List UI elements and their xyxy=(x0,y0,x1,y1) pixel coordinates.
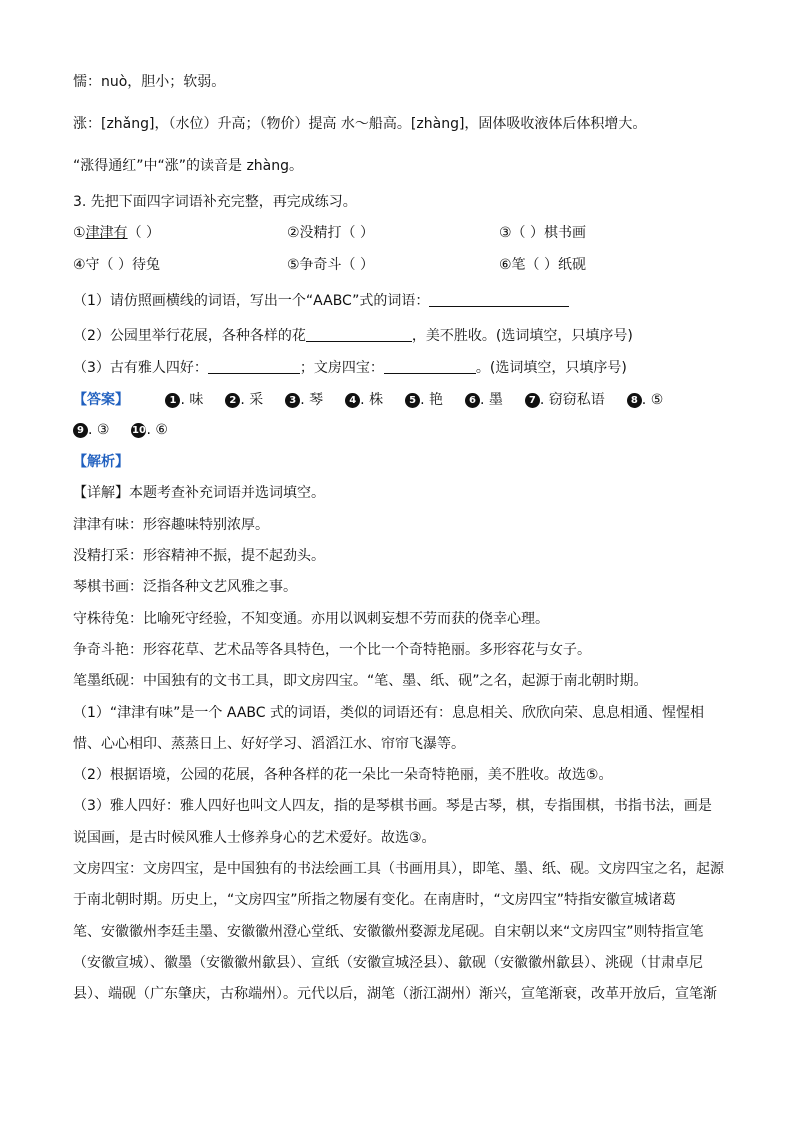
analysis-part-4-b: 于南北朝时期。历史上，“文房四宝”所指之物屡有变化。在南唐时，“文房四宝”特指安徽宣城诸葛 xyxy=(73,892,677,908)
fill-item-4[interactable]: ④守（ ）待兔 xyxy=(73,257,161,273)
answer-item xyxy=(165,390,203,410)
fill-item-1-underlined: 津津有 xyxy=(85,225,128,241)
answer-blank-2[interactable] xyxy=(306,327,412,342)
answer-number-badge: 4 xyxy=(345,393,360,408)
fill-item-3[interactable]: ③（ ）棋书画 xyxy=(499,225,587,241)
answer-blank-4[interactable] xyxy=(384,359,476,374)
analysis-part-3-a: （3）雅人四好：雅人四好也叫文人四友，指的是琴棋书画。琴是古琴，棋，专指围棋，书指书法，画是 xyxy=(73,798,712,814)
answer-number-badge: 7 xyxy=(525,393,540,408)
answer-text: . ⑥ xyxy=(146,422,168,438)
answer-number-badge: 2 xyxy=(225,393,240,408)
analysis-part-4-e: 县）、端砚（广东肇庆，古称端州）。元代以后，湖笔（浙江湖州）渐兴，宣笔渐衰，改革开放后，宣笔渐 xyxy=(73,986,717,1002)
sub-question-3 xyxy=(73,358,627,378)
fill-item-1 xyxy=(73,223,160,243)
answer-text: . 琴 xyxy=(300,392,324,408)
text-line-zhang-reading: “涨得通红”中“涨”的读音是 zhàng。 xyxy=(73,158,304,174)
analysis-part-4-a: 文房四宝：文房四宝，是中国独有的书法绘画工具（书画用具），即笔、墨、纸、砚。文房四宝之名，起源 xyxy=(73,861,724,877)
text-line-zhang: 涨：[zhǎng]，（水位）升高；（物价）提高 水～船高。[zhàng]，固体吸收液体后体积增大。 xyxy=(73,116,647,132)
answer-items-1 xyxy=(165,392,685,408)
answer-item xyxy=(285,390,323,410)
fill-item-2[interactable]: ②没精打（ ） xyxy=(287,225,375,241)
answer-number-badge: 10 xyxy=(131,425,146,436)
fill-item-6[interactable]: ⑥笔（ ）纸砚 xyxy=(499,257,587,273)
word-explanation-3: 琴棋书画：泛指各种文艺风雅之事。 xyxy=(73,579,297,595)
answer-blank-1[interactable] xyxy=(429,292,569,307)
sub-question-3-text-c: 。(选词填空，只填序号) xyxy=(475,360,627,376)
sub-question-2-text-b: ，美不胜收。(选词填空，只填序号) xyxy=(411,328,633,344)
fill-item-5[interactable]: ⑤争奇斗（ ） xyxy=(287,257,375,273)
answer-item xyxy=(525,390,605,410)
sub-question-3-text-b: ；文房四宝： xyxy=(299,360,384,376)
text-line-nuo: 懦：nuò，胆小；软弱。 xyxy=(73,74,226,90)
answer-number-badge: 1 xyxy=(165,393,180,408)
analysis-part-4-d: （安徽宣城）、徽墨（安徽徽州歙县）、宣纸（安徽宣城泾县）、歙砚（安徽徽州歙县）、洮砚（甘肃卓尼 xyxy=(73,955,703,971)
answer-blank-3[interactable] xyxy=(208,359,300,374)
answer-text: . ⑤ xyxy=(641,392,664,408)
answer-item xyxy=(225,390,263,410)
answer-number-badge: 5 xyxy=(405,393,420,408)
answer-items-2 xyxy=(73,422,190,438)
answer-text: . 味 xyxy=(180,392,204,408)
analysis-part-3-b: 说国画，是古时候风雅人士修养身心的艺术爱好。故选③。 xyxy=(73,830,436,846)
analysis-label: 【解析】 xyxy=(73,454,129,470)
sub-question-2 xyxy=(73,326,633,346)
analysis-detail: 【详解】本题考查补充词语并选词填空。 xyxy=(73,485,325,501)
answer-text: . ③ xyxy=(88,422,110,438)
analysis-part-1-a: （1）“津津有味”是一个 AABC 式的词语，类似的词语还有：息息相关、欣欣向荣、息息相通、惺惺相 xyxy=(73,705,704,721)
answer-text: . 采 xyxy=(240,392,264,408)
sub-question-1 xyxy=(73,291,569,311)
sub-question-3-text-a: （3）古有雅人四好： xyxy=(73,360,208,376)
analysis-part-4-c: 笔、安徽徽州李廷圭墨、安徽徽州澄心堂纸、安徽徽州婺源龙尾砚。自宋朝以来“文房四宝”则特指宣笔 xyxy=(73,924,704,940)
sub-question-1-text: （1）请仿照画横线的词语，写出一个“AABC”式的词语： xyxy=(73,293,430,309)
sub-question-2-text-a: （2）公园里举行花展，各种各样的花 xyxy=(73,328,306,344)
answer-row-2 xyxy=(73,420,190,440)
answer-label: 【答案】 xyxy=(73,392,129,408)
answer-item xyxy=(73,420,109,440)
answer-item xyxy=(465,390,503,410)
analysis-part-2: （2）根据语境，公园的花展，各种各样的花一朵比一朵奇特艳丽，美不胜收。故选⑤。 xyxy=(73,767,613,783)
fill-item-1-blank[interactable]: （ ） xyxy=(127,225,161,241)
answer-row-1 xyxy=(73,390,685,410)
answer-item xyxy=(131,420,167,440)
answer-text: . 窃窃私语 xyxy=(539,392,605,408)
analysis-part-1-b: 惜、心心相印、蒸蒸日上、好好学习、滔滔江水、帘帘飞瀑等。 xyxy=(73,736,465,752)
answer-item xyxy=(627,390,663,410)
answer-text: . 株 xyxy=(360,392,384,408)
answer-number-badge: 3 xyxy=(285,393,300,408)
answer-text: . 墨 xyxy=(479,392,503,408)
word-explanation-1: 津津有味：形容趣味特别浓厚。 xyxy=(73,517,269,533)
answer-number-badge: 9 xyxy=(73,423,88,438)
fill-item-1-number: ① xyxy=(73,225,86,241)
answer-text: . 艳 xyxy=(420,392,443,408)
word-explanation-5: 争奇斗艳：形容花草、艺术品等各具特色，一个比一个奇特艳丽。多形容花与女子。 xyxy=(73,642,591,658)
question-3-title: 3. 先把下面四字词语补充完整，再完成练习。 xyxy=(73,194,357,210)
answer-item xyxy=(405,390,443,410)
word-explanation-6: 笔墨纸砚：中国独有的文书工具，即文房四宝。“笔、墨、纸、砚”之名，起源于南北朝时期。 xyxy=(73,673,648,689)
answer-number-badge: 6 xyxy=(465,393,480,408)
word-explanation-2: 没精打采：形容精神不振，提不起劲头。 xyxy=(73,548,325,564)
answer-item xyxy=(345,390,383,410)
answer-number-badge: 8 xyxy=(627,393,642,408)
word-explanation-4: 守株待兔：比喻死守经验，不知变通。亦用以讽刺妄想不劳而获的侥幸心理。 xyxy=(73,611,549,627)
